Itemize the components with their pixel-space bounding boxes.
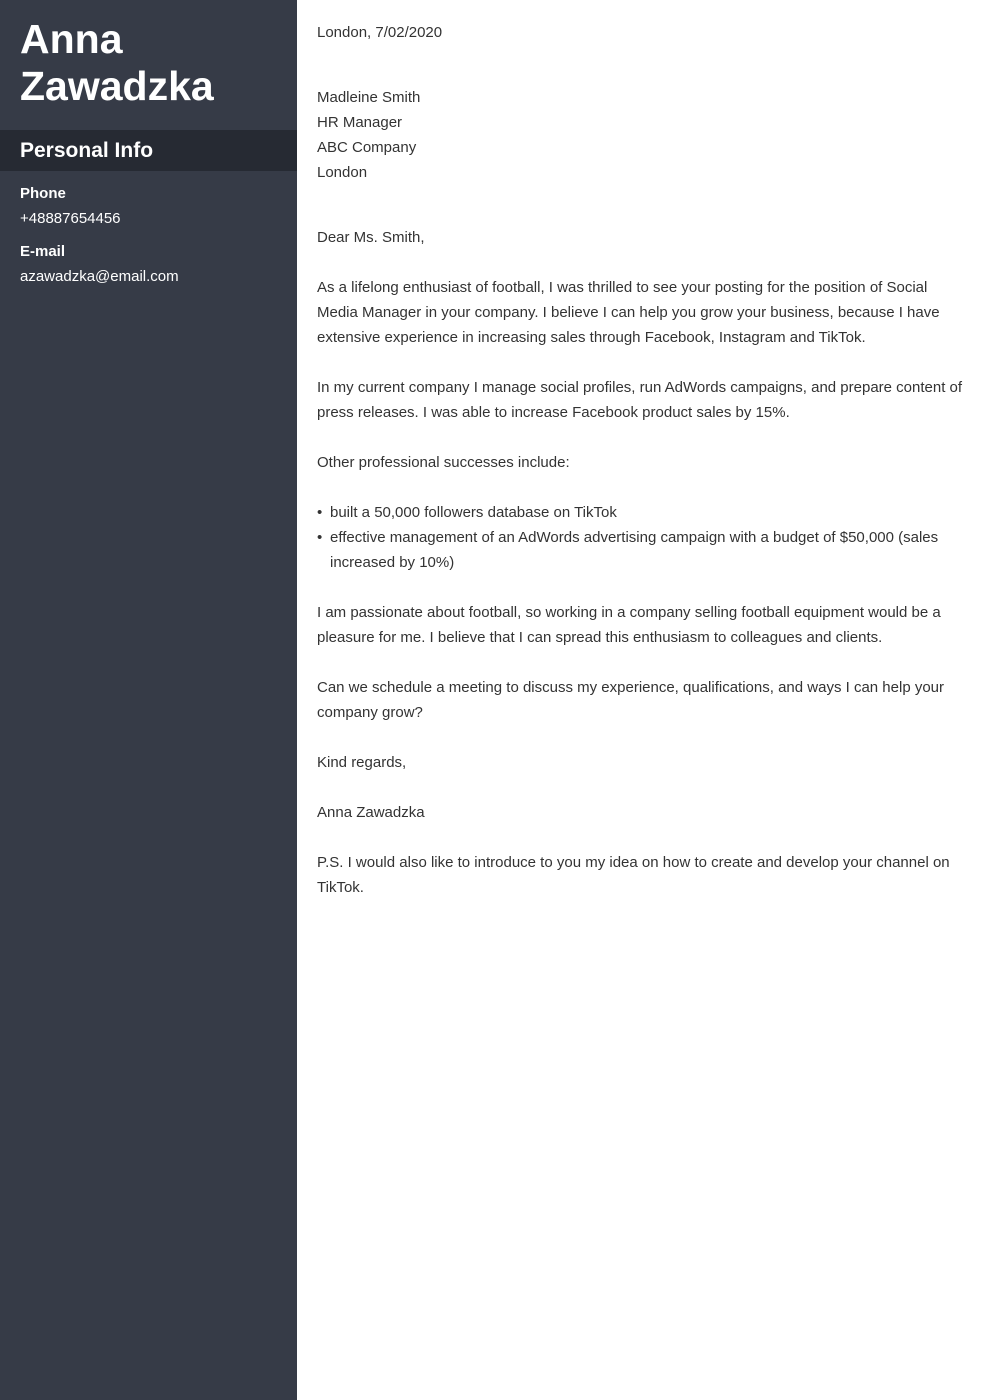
paragraph-current-role: In my current company I manage social profiles, run AdWords campaigns, and prepare content of press releases. I was able to increase Facebook product sales by 15%. [317, 379, 963, 421]
list-item: • built a 50,000 followers database on TikTok [317, 500, 970, 525]
signature: Anna Zawadzka [317, 804, 425, 821]
phone-label: Phone [20, 185, 66, 202]
recipient-name: Madleine Smith [317, 89, 421, 106]
date-line: London, 7/02/2020 [317, 24, 443, 41]
sidebar [0, 0, 297, 1400]
paragraph-passion: I am passionate about football, so working in a company selling football equipment would be a pleasure for me. I believe that I can spread this enthusiasm to colleagues and clients. [317, 604, 941, 646]
applicant-name [0, 0, 297, 130]
list-item: • effective management of an AdWords advertising campaign with a budget of $50,000 (sales increased by 10%) [317, 525, 970, 575]
paragraph-intro: As a lifelong enthusiast of football, I was thrilled to see your posting for the position of Social Media Manager in your company. I believe I can help you grow your business, because I have extensive experience in increasing sales through Facebook, Instagram and TikTok. [317, 279, 940, 346]
paragraph-call-to-action: Can we schedule a meeting to discuss my experience, qualifications, and ways I can help your company grow? [317, 679, 945, 721]
email-label: E-mail [20, 243, 66, 260]
personal-info-heading: Personal Info [0, 130, 297, 171]
applicant-last-name: Zawadzka [20, 63, 214, 109]
phone-value: +48887654456 [20, 210, 121, 227]
personal-info-section [0, 171, 297, 287]
recipient-city: London [317, 164, 368, 181]
recipient-title: HR Manager [317, 114, 403, 131]
postscript: P.S. I would also like to introduce to you my idea on how to create and develop your channel on TikTok. [317, 854, 950, 896]
closing: Kind regards, [317, 754, 407, 771]
letter-body [297, 0, 990, 1400]
paragraph-successes-intro: Other professional successes include: [317, 454, 570, 471]
applicant-first-name: Anna [20, 16, 123, 62]
email-value: azawadzka@email.com [20, 268, 179, 285]
salutation: Dear Ms. Smith, [317, 229, 425, 246]
recipient-company: ABC Company [317, 139, 417, 156]
successes-list [317, 500, 970, 575]
recipient-block [317, 85, 970, 185]
